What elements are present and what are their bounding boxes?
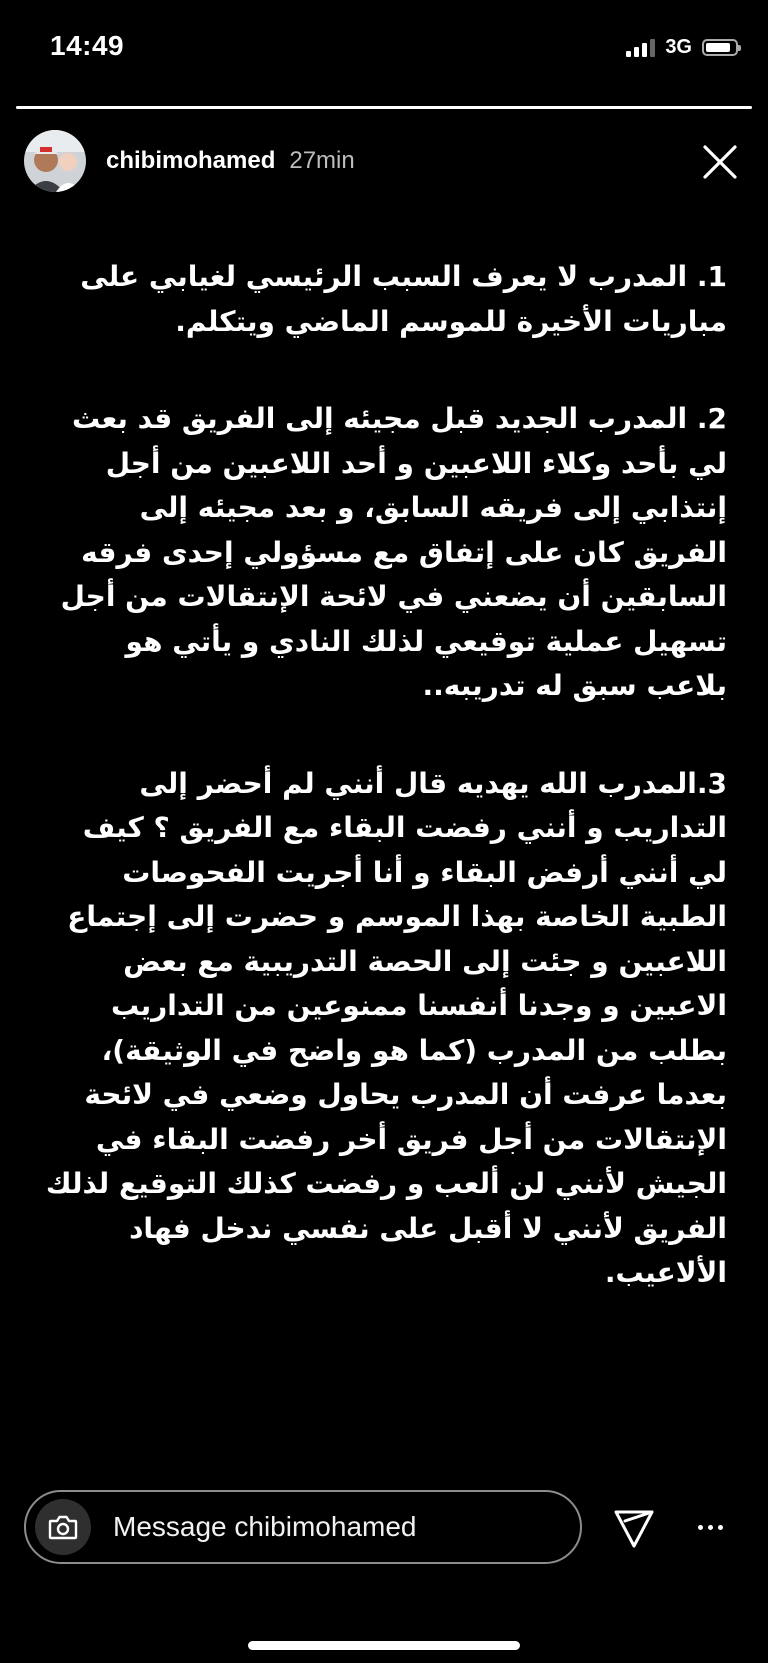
status-indicators (626, 36, 738, 59)
battery-icon (702, 39, 738, 56)
status-time: 14:49 (50, 30, 125, 61)
network-type: 3G (665, 36, 692, 58)
story-header (24, 128, 744, 194)
story-username[interactable]: chibimohamed (106, 147, 276, 174)
camera-icon (48, 1514, 78, 1540)
signal-icon (626, 39, 655, 57)
more-icon-dot (708, 1525, 713, 1530)
status-bar (0, 0, 768, 100)
story-time-ago: 27min (289, 147, 355, 174)
story-progress-fill (16, 106, 752, 109)
story-paragraph-1: 1. المدرب لا يعرف السبب الرئيسي لغيابي على مباريات الأخيرة للموسم الماضي ويتكلم. (80, 260, 727, 338)
story-paragraph-3: 3.المدرب الله يهديه قال أنني لم أحضر إلى التداريب و أنني رفضت البقاء مع الفريق ؟ كيف لي أنني أرفض البقاء و أنا أجريت الفحوصات الطبية الخاصة بهذا الموسم و حضرت إلى إجتماع اللاعبين و جئت إلى الحصة التدريبية مع بعض الاعبين و وجدنا أنفسنا ممنوعين من التداريب بطلب من المدرب (كما هو واضح في الوثيقة)، بعدما عرفت أن المدرب يحاول وضعي في لائحة الإنتقالات من أجل فريق أخر رفضت البقاء في الجيش لأنني لن ألعب و رفضت كذلك التوقيع لذلك الفريق لأنني لا أقبل على نفسي ندخل فهاد الألاعيب. (45, 766, 727, 1289)
close-button[interactable] (696, 138, 744, 186)
send-button[interactable] (610, 1504, 658, 1552)
message-input[interactable] (113, 1511, 553, 1543)
paper-plane-icon (610, 1504, 658, 1552)
home-indicator[interactable] (248, 1641, 520, 1650)
close-icon (696, 138, 744, 186)
story-text (45, 255, 727, 1296)
more-button[interactable] (690, 1512, 730, 1542)
message-box[interactable] (24, 1490, 582, 1564)
more-icon-dot (698, 1525, 703, 1530)
story-footer (24, 1490, 744, 1566)
battery-level (706, 43, 730, 52)
camera-button[interactable] (35, 1499, 91, 1555)
more-icon-dot (718, 1525, 723, 1530)
avatar[interactable] (24, 130, 86, 192)
story-progress-bar (16, 106, 752, 109)
story-paragraph-2: 2. المدرب الجديد قبل مجيئه إلى الفريق قد بعث لي بأحد وكلاء اللاعبين و أحد اللاعبين من أجل إنتذابي إلى فريقه السابق، و بعد مجيئه إلى الفريق كان على إتفاق مع مسؤولي إحدى فرقه السابقين أن يضعني في لائحة الإنتقالات من أجل تسهيل عملية توقيعي لذلك النادي و يأتي هو بلاعب سبق له تدريبه.. (60, 402, 727, 702)
